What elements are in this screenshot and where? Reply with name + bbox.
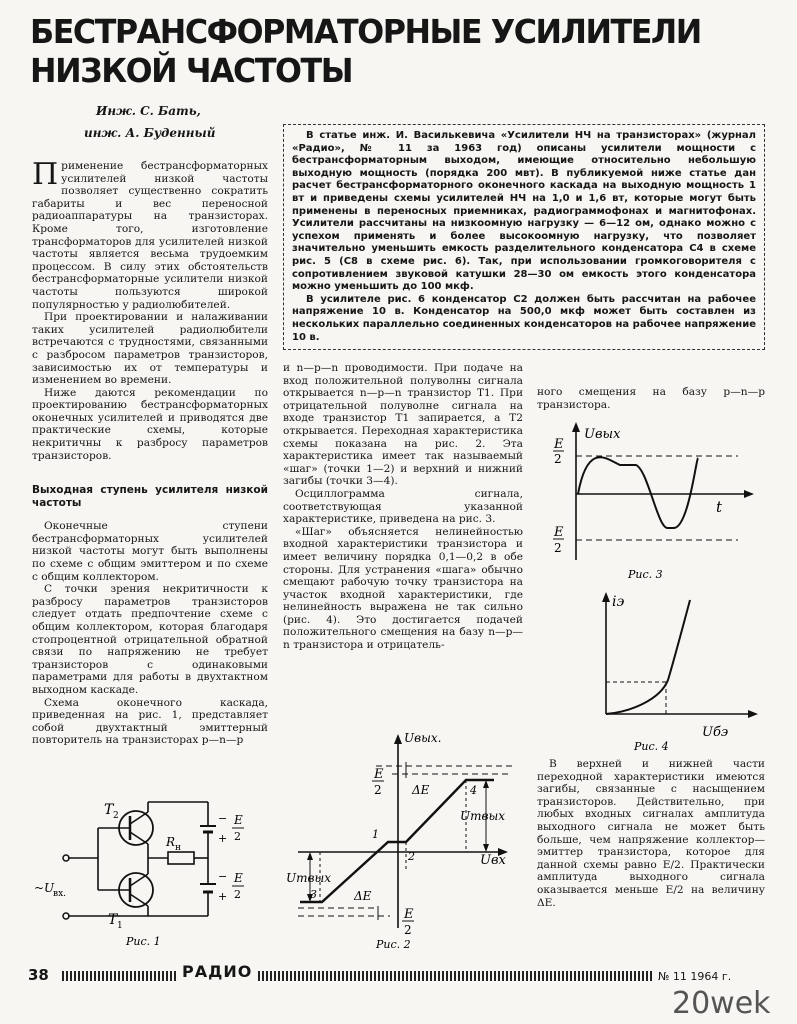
- fig2-y-label: Uвых.: [404, 731, 442, 745]
- footer-band: [62, 971, 654, 981]
- col1-paragraph-5: С точки зрения некритичности к разбросу параметров транзисторов следует отдать предпочтение схеме с общим коллектором, которая благодаря стопроцентной отрицательной обратной связи по напряжению не требует транзисторов с одинаковыми параметрами для работы в двухтактном выходном каскаде.: [32, 583, 268, 696]
- svg-text:1: 1: [117, 921, 123, 931]
- page-number: 38: [28, 966, 49, 984]
- fig1-caption: Рис. 1: [126, 935, 161, 948]
- fig4-y-label: iэ: [612, 594, 625, 610]
- svg-text:E: E: [554, 525, 564, 540]
- col1-paragraph-2: При проектировании и налаживании таких усилителей радиолюбители встречаются с трудностями, связанными с разбросом параметров транзисторов, зависимостью их от температуры и изменением во времени.: [32, 311, 268, 387]
- author-1: Инж. С. Бать,: [96, 104, 201, 118]
- col3-paragraph-1: ного смещения на базу p—n—p транзистора.: [537, 386, 765, 411]
- issue-label: № 11 1964 г.: [658, 970, 732, 983]
- svg-text:2: 2: [554, 541, 562, 555]
- column-1: [32, 157, 268, 747]
- column-3-bottom: [537, 758, 765, 909]
- svg-text:4: 4: [470, 784, 477, 797]
- svg-text:E: E: [404, 907, 414, 922]
- fig1-t2-label: T: [104, 802, 114, 818]
- svg-text:+: +: [218, 832, 228, 845]
- svg-text:2: 2: [234, 830, 241, 843]
- section-heading: Выходная ступень усилителя низкой частоты: [32, 484, 268, 510]
- figure-1: [28, 800, 278, 955]
- svg-text:2: 2: [113, 811, 119, 821]
- intro-paragraph-2: В усилителе рис. 6 конденсатор C2 должен быть рассчитан на рабочее напряжение 10 в. Конденсатор на 500,0 мкф может быть составлен из нескольких параллельно соединенных конденсаторов на рабочее напряжение 10 в.: [292, 293, 756, 343]
- svg-text:E: E: [234, 813, 243, 827]
- svg-text:н: н: [175, 843, 181, 853]
- drop-cap: П: [32, 157, 59, 192]
- fig2-de-top: ΔE: [412, 783, 430, 797]
- svg-text:2: 2: [374, 783, 382, 797]
- col2-paragraph-3: «Шаг» объясняется нелинейностью входной характеристики транзистора и имеет величину порядка 0,1—0,2 в обе стороны. Для устранения «шага» обычно смещают рабочую точку транзистора на участок входной характеристики, где нелинейность выражена не так сильно (рис. 4). Это достигается подачей положительного смещения на базу n—p—n транзистора и отрицатель-: [283, 525, 523, 652]
- fig4-caption: Рис. 4: [634, 740, 669, 753]
- fig1-input-label: ~U: [34, 881, 55, 895]
- svg-text:2: 2: [404, 923, 412, 937]
- col1-paragraph-4: Оконечные ступени бестрансформаторных усилителей низкой частоты могут быть выполнены по схеме с общим эмиттером и по схеме с общим коллектором.: [32, 520, 268, 583]
- svg-text:3: 3: [310, 888, 317, 901]
- svg-text:+: +: [218, 890, 228, 903]
- column-3-top: [537, 386, 765, 411]
- figure-2: [280, 722, 536, 954]
- fig2-umvyh-top: Umвых: [460, 809, 506, 823]
- fig1-r-label: R: [166, 835, 176, 849]
- svg-text:E: E: [554, 437, 564, 452]
- fig1-t1-label: T: [108, 912, 118, 928]
- col2-paragraph-1: и n—p—n проводимости. При подаче на вход положительной полуволны сигнала открывается n—p—n транзистор T1. При отрицательной полуволне сигнала на входе транзистор T1 запирается, а T2 открывается. Переходная характеристика схемы показана на рис. 2. Эта характеристика имеет так называемый «шаг» (точки 1—2) и верхний и нижний загибы (точки 3—4).: [283, 362, 523, 488]
- fig3-x-label: t: [716, 498, 723, 516]
- svg-text:E: E: [374, 767, 384, 782]
- fig4-x-label: Uбэ: [702, 725, 729, 740]
- svg-text:E: E: [234, 871, 243, 885]
- svg-text:1: 1: [372, 828, 379, 841]
- svg-text:2: 2: [408, 850, 415, 863]
- fig3-caption: Рис. 3: [628, 568, 663, 581]
- fig2-de-bottom: ΔE: [354, 889, 372, 903]
- figure-3: [548, 420, 768, 585]
- article-title: БЕСТРАНСФОРМАТОРНЫЕ УСИЛИТЕЛИ НИЗКОЙ ЧАСТОТЫ: [30, 12, 701, 90]
- fig2-caption: Рис. 2: [376, 938, 411, 951]
- col3-paragraph-2: В верхней и нижней части переходной характеристики имеются загибы, связанные с насыщением транзисторов. Действительно, при любых входных сигналах амплитуда выходного сигнала не может быть больше, чем напряжение коллектор—эмиттер транзистора, которое для данной схемы равно E/2. Практически амплитуда выходного сигнала оказывается меньше E/2 на величину ΔE.: [537, 758, 765, 909]
- col1-paragraph-3: Ниже даются рекомендации по проектированию бестрансформаторных оконечных усилителей и приводятся две практические схемы, которые некритичны к разбросу параметров транзисторов.: [32, 386, 268, 462]
- svg-text:2: 2: [554, 452, 562, 466]
- svg-text:−: −: [218, 870, 228, 883]
- column-2: [283, 362, 523, 652]
- watermark: 20wek: [672, 986, 771, 1021]
- intro-paragraph-1: В статье инж. И. Василькевича «Усилители НЧ на транзисторах» (журнал «Радио», № 11 за 1963 год) описаны усилители мощности с бестрансформаторным выходом, имеющие относительно небольшую выходную мощность (порядка 200 мвт). В публикуемой ниже статье дан расчет бестрансформаторного оконечного каскада на выходную мощность 1 вт и приведены схемы усилителей НЧ на 1,0 и 1,6 вт, которые могут быть применены в переносных приемниках, радиограммофонах и магнитофонах. Усилители рассчитаны на низкоомную нагрузку — 6—12 ом, однако можно с успехом применять и более высокоомную нагрузку, что позволяет значительно уменьшить емкость разделительного конденсатора C4 в схеме рис. 5 (C8 в схеме рис. 6). Так, при использовании громкоговорителя с сопротивлением звуковой катушки 28—30 ом емкость этого конденсатора можно уменьшить до 100 мкф.: [292, 130, 756, 293]
- fig2-x-label: Uвх: [480, 853, 506, 868]
- svg-text:вх.: вх.: [53, 889, 67, 899]
- fig3-y-label: Uвых: [584, 427, 621, 442]
- col1-paragraph-1: Применение бестрансформаторных усилителей низкой частоты позволяет существенно сократить габариты и вес переносной радиоаппаратуры на транзисторах. Кроме того, изготовление трансформаторов для усилителей низкой частоты является весьма трудоемким процессом. В силу этих обстоятельств бестрансформаторные усилители низкой частоты пользуются широкой популярностью у радиолюбителей.: [32, 157, 268, 311]
- svg-text:2: 2: [234, 888, 241, 901]
- svg-text:−: −: [218, 812, 228, 825]
- fig2-umvyh-bottom: Umвых: [286, 871, 332, 885]
- author-2: инж. А. Буденный: [84, 126, 216, 140]
- col2-paragraph-2: Осциллограмма сигнала, соответствующая указанной характеристике, приведена на рис. 3.: [283, 487, 523, 526]
- intro-box: [283, 124, 765, 350]
- magazine-name: РАДИО: [178, 962, 256, 981]
- col1-paragraph-6: Схема оконечного каскада, приведенная на рис. 1, представляет собой двухтактный эмиттерный повторитель на транзисторах p—n—p: [32, 696, 268, 747]
- figure-4: [590, 590, 770, 755]
